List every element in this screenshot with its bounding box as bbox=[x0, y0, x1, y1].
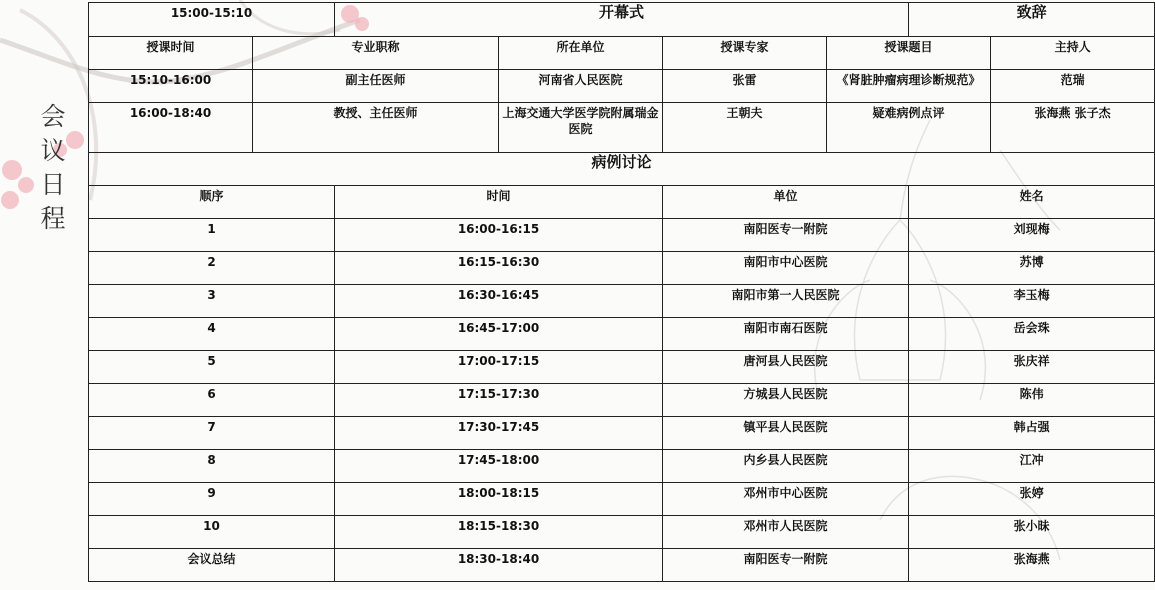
case-name: 江冲 bbox=[909, 450, 1155, 483]
case-order: 7 bbox=[89, 417, 335, 450]
case-unit: 南阳市中心医院 bbox=[663, 252, 909, 285]
case-section-title: 病例讨论 bbox=[89, 153, 1155, 186]
case-name: 韩占强 bbox=[909, 417, 1155, 450]
side-title-char: 程 bbox=[40, 204, 66, 233]
case-order: 4 bbox=[89, 318, 335, 351]
case-section-row bbox=[89, 153, 1155, 186]
lecture-header-title: 专业职称 bbox=[253, 37, 499, 70]
case-header-unit: 单位 bbox=[663, 186, 909, 219]
lecture-title: 教授、主任医师 bbox=[253, 103, 499, 153]
schedule-vertical-title bbox=[36, 100, 70, 236]
case-order: 10 bbox=[89, 516, 335, 549]
case-header-row bbox=[89, 186, 1155, 219]
case-time: 18:00-18:15 bbox=[335, 483, 663, 516]
case-time: 17:30-17:45 bbox=[335, 417, 663, 450]
case-header-time: 时间 bbox=[335, 186, 663, 219]
case-unit: 邓州市人民医院 bbox=[663, 516, 909, 549]
lecture-header-unit: 所在单位 bbox=[499, 37, 663, 70]
case-row bbox=[89, 285, 1155, 318]
case-name: 刘现梅 bbox=[909, 219, 1155, 252]
case-row bbox=[89, 252, 1155, 285]
case-row bbox=[89, 516, 1155, 549]
case-name: 李玉梅 bbox=[909, 285, 1155, 318]
opening-row bbox=[89, 3, 1155, 37]
lecture-host: 张海燕 张子杰 bbox=[991, 103, 1155, 153]
lecture-expert: 张雷 bbox=[663, 70, 827, 103]
case-row bbox=[89, 549, 1155, 582]
lecture-unit: 上海交通大学医学院附属瑞金医院 bbox=[499, 103, 663, 153]
case-name: 张海燕 bbox=[909, 549, 1155, 582]
lecture-unit: 河南省人民医院 bbox=[499, 70, 663, 103]
lecture-topic: 《肾脏肿瘤病理诊断规范》 bbox=[827, 70, 991, 103]
case-header-order: 顺序 bbox=[89, 186, 335, 219]
case-name: 陈伟 bbox=[909, 384, 1155, 417]
case-unit: 南阳医专一附院 bbox=[663, 549, 909, 582]
lecture-time: 16:00-18:40 bbox=[89, 103, 253, 153]
case-time: 16:30-16:45 bbox=[335, 285, 663, 318]
side-title-char: 议 bbox=[40, 136, 66, 165]
case-time: 16:00-16:15 bbox=[335, 219, 663, 252]
case-unit: 南阳市南石医院 bbox=[663, 318, 909, 351]
case-unit: 方城县人民医院 bbox=[663, 384, 909, 417]
case-unit: 内乡县人民医院 bbox=[663, 450, 909, 483]
case-rows bbox=[89, 219, 1155, 582]
case-row bbox=[89, 450, 1155, 483]
opening-time: 15:00-15:10 bbox=[89, 3, 335, 37]
side-title-char: 会 bbox=[40, 102, 66, 131]
schedule-table bbox=[88, 2, 1155, 582]
case-row bbox=[89, 219, 1155, 252]
lecture-time: 15:10-16:00 bbox=[89, 70, 253, 103]
case-unit: 唐河县人民医院 bbox=[663, 351, 909, 384]
side-title-char: 日 bbox=[40, 170, 66, 199]
case-time: 17:00-17:15 bbox=[335, 351, 663, 384]
case-name: 张婷 bbox=[909, 483, 1155, 516]
case-time: 18:15-18:30 bbox=[335, 516, 663, 549]
case-order: 5 bbox=[89, 351, 335, 384]
case-order: 9 bbox=[89, 483, 335, 516]
case-order: 8 bbox=[89, 450, 335, 483]
opening-item: 致辞 bbox=[909, 3, 1155, 37]
case-order: 1 bbox=[89, 219, 335, 252]
lecture-row bbox=[89, 103, 1155, 153]
case-header-name: 姓名 bbox=[909, 186, 1155, 219]
case-unit: 邓州市中心医院 bbox=[663, 483, 909, 516]
lecture-header-topic: 授课题目 bbox=[827, 37, 991, 70]
lecture-header-row bbox=[89, 37, 1155, 70]
case-row bbox=[89, 483, 1155, 516]
case-row bbox=[89, 384, 1155, 417]
case-order: 2 bbox=[89, 252, 335, 285]
case-time: 17:45-18:00 bbox=[335, 450, 663, 483]
case-time: 17:15-17:30 bbox=[335, 384, 663, 417]
lecture-row bbox=[89, 70, 1155, 103]
case-order: 3 bbox=[89, 285, 335, 318]
case-row bbox=[89, 417, 1155, 450]
case-row bbox=[89, 318, 1155, 351]
case-time: 18:30-18:40 bbox=[335, 549, 663, 582]
lecture-expert: 王朝夫 bbox=[663, 103, 827, 153]
case-order: 会议总结 bbox=[89, 549, 335, 582]
case-unit: 南阳市第一人民医院 bbox=[663, 285, 909, 318]
case-unit: 南阳医专一附院 bbox=[663, 219, 909, 252]
case-name: 岳会珠 bbox=[909, 318, 1155, 351]
case-order: 6 bbox=[89, 384, 335, 417]
case-time: 16:45-17:00 bbox=[335, 318, 663, 351]
case-name: 苏博 bbox=[909, 252, 1155, 285]
case-time: 16:15-16:30 bbox=[335, 252, 663, 285]
lecture-header-expert: 授课专家 bbox=[663, 37, 827, 70]
opening-title: 开幕式 bbox=[335, 3, 909, 37]
case-name: 张庆祥 bbox=[909, 351, 1155, 384]
lecture-header-time: 授课时间 bbox=[89, 37, 253, 70]
case-name: 张小昧 bbox=[909, 516, 1155, 549]
lecture-title: 副主任医师 bbox=[253, 70, 499, 103]
case-row bbox=[89, 351, 1155, 384]
case-unit: 镇平县人民医院 bbox=[663, 417, 909, 450]
lecture-topic: 疑难病例点评 bbox=[827, 103, 991, 153]
lecture-host: 范瑞 bbox=[991, 70, 1155, 103]
lecture-header-host: 主持人 bbox=[991, 37, 1155, 70]
